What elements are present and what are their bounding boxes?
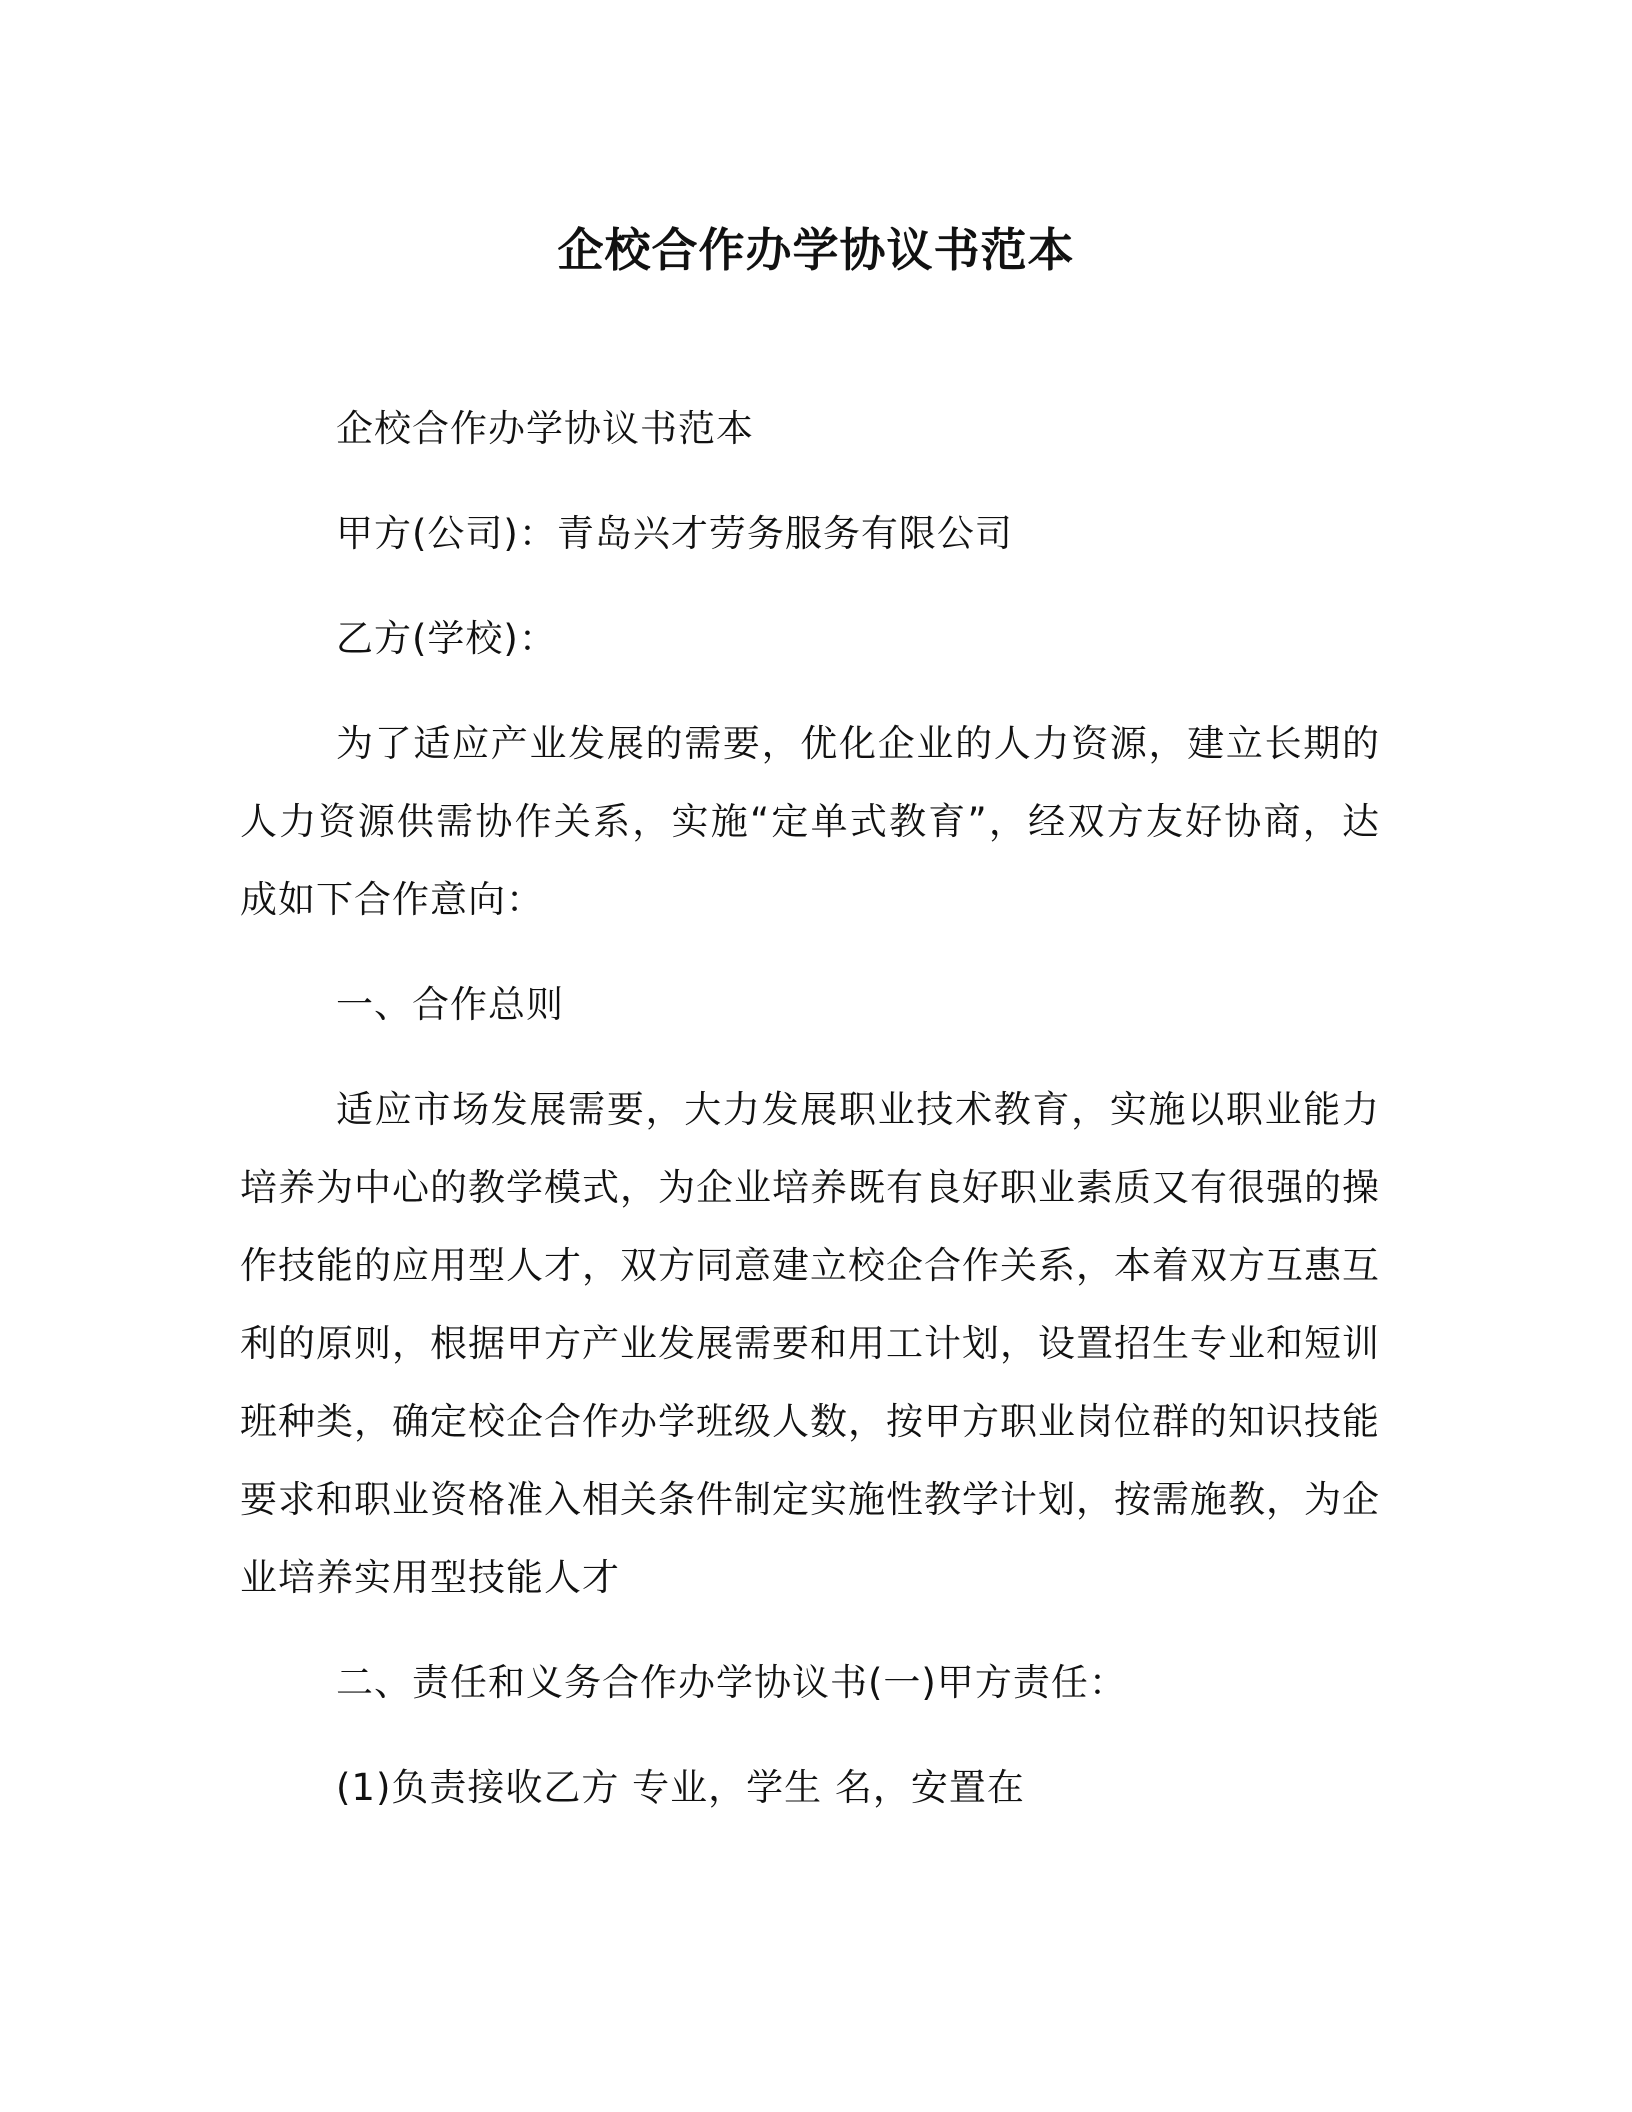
paragraph-party-b: 乙方(学校)： — [336, 617, 557, 660]
document-body — [240, 390, 1380, 1854]
paragraph-general-principles: 适应市场发展需要，大力发展职业技术教育，实施以职业能力培养为中心的教学模式，为企业培养既有良好职业素质又有很强的操作技能的应用型人才，双方同意建立校企合作关系，本着双方互惠互利的原则，根据甲方产业发展需要和用工计划，设置招生专业和短训班种类，确定校企合作办学班级人数，按甲方职业岗位群的知识技能要求和职业资格准入相关条件制定实施性教学计划，按需施教，为企业培养实用型技能人才 — [240, 1088, 1380, 1599]
paragraph-subtitle: 企校合作办学协议书范本 — [336, 407, 754, 450]
section-heading-general: 一、合作总则 — [336, 983, 564, 1026]
document-title: 企校合作办学协议书范本 — [557, 223, 1075, 277]
paragraph-party-a: 甲方(公司)：青岛兴才劳务服务有限公司 — [336, 512, 1013, 555]
section-heading-duties: 二、责任和义务合作办学协议书(一)甲方责任： — [336, 1661, 1127, 1704]
paragraph-preamble: 为了适应产业发展的需要，优化企业的人力资源，建立长期的人力资源供需协作关系，实施“定单式教育”，经双方友好协商，达成如下合作意向： — [240, 722, 1380, 921]
paragraph-duty-item-1: (1)负责接收乙方 专业，学生 名，安置在 — [336, 1766, 1025, 1809]
